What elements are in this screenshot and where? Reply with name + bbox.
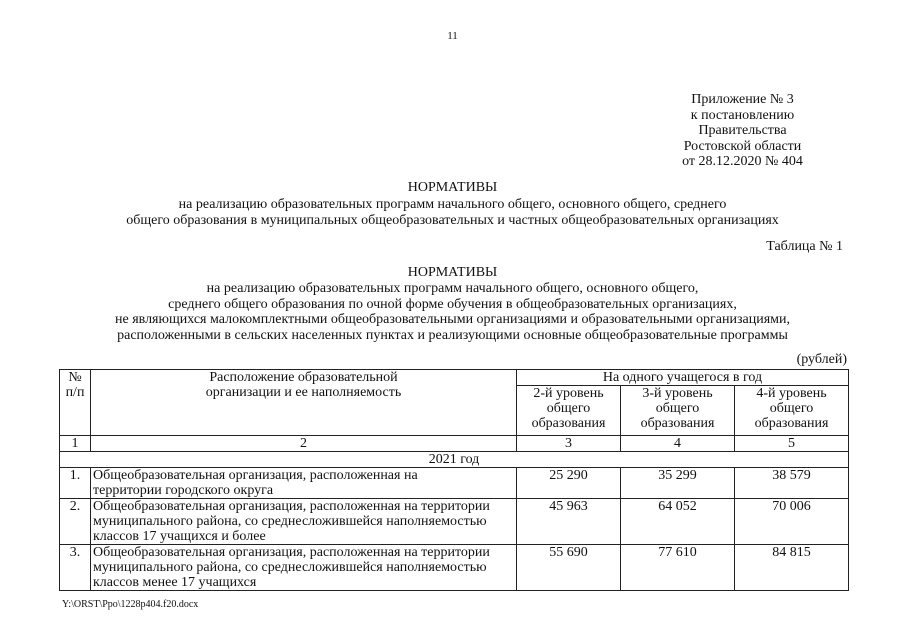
header-per-student: На одного учащегося в год [517,370,849,386]
header-level-3: 3-й уровень общего образования [621,386,735,436]
row-value-level-2: 25 290 [517,468,621,499]
column-number-row [60,436,849,452]
appendix-line: Правительства [698,123,787,138]
table-row [60,468,849,499]
document-subtitle [0,197,905,229]
header-level-2: 2-й уровень общего образования [517,386,621,436]
table-title: НОРМАТИВЫ [407,265,498,280]
page-number: 11 [447,30,458,42]
row-value-level-4: 38 579 [735,468,849,499]
subtitle-line: расположенными в сельских населенных пунктах и реализующими основные общеобразовательные программы [117,327,788,343]
units-label: (рублей) [796,352,847,367]
column-number: 4 [621,436,735,452]
subtitle-line: на реализацию образовательных программ начального общего, основного общего, среднего [178,197,727,212]
row-text: Общеобразовательная организация, расположенная на территории муниципального района, со среднесложившейся наполняемостью классов менее 17 учащихся [91,545,517,591]
row-value-level-3: 77 610 [621,545,735,591]
row-num: 3. [60,545,91,591]
year-label: 2021 год [60,452,849,468]
table-header-row [60,370,849,386]
appendix-line: от 28.12.2020 № 404 [682,154,803,169]
file-path-footer: Y:\ORST\Ppo\1228p404.f20.docx [62,599,199,610]
row-text: Общеобразовательная организация, расположенная на территории муниципального района, со среднесложившейся наполняемостью классов 17 учащихся и более [91,499,517,545]
appendix-line: к постановлению [690,107,795,123]
document-title: НОРМАТИВЫ [407,180,498,195]
row-value-level-4: 70 006 [735,499,849,545]
row-num: 1. [60,468,91,499]
row-value-level-2: 45 963 [517,499,621,545]
column-number: 5 [735,436,849,452]
table-row [60,545,849,591]
header-level-4: 4-й уровень общего образования [735,386,849,436]
row-text: Общеобразовательная организация, расположенная на территории городского округа [91,468,517,499]
table-subtitle [0,281,905,343]
header-location: Расположение образовательной организации и ее наполняемость [91,370,517,436]
subtitle-line: не являющихся малокомплектными общеобразовательными организациями и образовательными организациями, [115,312,790,328]
table-row [60,499,849,545]
appendix-reference [670,92,815,170]
norms-table [59,369,849,591]
appendix-line: Приложение № 3 [691,92,794,107]
appendix-line: Ростовской области [683,138,802,154]
row-num: 2. [60,499,91,545]
row-value-level-4: 84 815 [735,545,849,591]
row-value-level-3: 35 299 [621,468,735,499]
year-row [60,452,849,468]
row-value-level-3: 64 052 [621,499,735,545]
header-num: № п/п [60,370,91,436]
column-number: 3 [517,436,621,452]
column-number: 1 [60,436,91,452]
subtitle-line: на реализацию образовательных программ начального общего, основного общего, [206,281,699,296]
row-value-level-2: 55 690 [517,545,621,591]
table-label: Таблица № 1 [766,239,843,254]
subtitle-line: общего образования в муниципальных общеобразовательных и частных общеобразовательных организациях [126,213,779,228]
subtitle-line: среднего общего образования по очной форме обучения в общеобразовательных организациях, [168,296,737,312]
column-number: 2 [91,436,517,452]
